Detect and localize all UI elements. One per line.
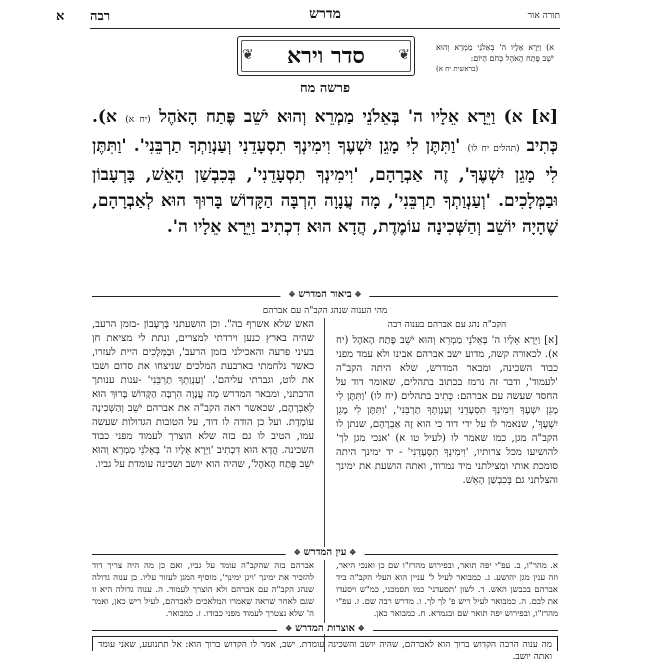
main-text-ref-2: (תהלים יח לו)	[467, 144, 520, 154]
scroll-ornament-icon: ❦	[242, 47, 254, 63]
column-text: [א] וַיֵּרָא אֵלָיו ה' בְּאֵלֹנֵי מַמְרֵא וְהוּא יֹשֵׁב פֶּתַח הָאֹהֶל (יח א). לכאורה קשה, מדוע ישב אברהם אבינו ולא עמד מפני כבוד השכינה, ומבאר המדרש, שלא היתה הקב"ה 'לעמוד', ודבר זה נרמז בכתוב בתהלים, שאומר דוד על החסד שעשה עם אברהם: כְּתִיב בתהלים (יח לו) 'וַתִּתֶּן לִי מָגֵן יִשְׁעֶךָ וִימִינְךָ תִסְעָדֵנִי וְעַנְוַתְךָ תַרְבֵּנִי', 'וַתִּתֶּן לִי מָגֵן יִשְׁעֶךָ', שנאמר לו על ידי דוד כי הוא זֶה אַבְרָהָם, שנתן לו הקב"ה מגן, כמו שאמר לו (לעיל טו א) 'אנכי מגן לך' להושיעו מכל צרותיו, 'וִימִינְךָ תִסְעָדֵנִי' - יד ימינך היתה סומכת אותי ומצילתני מיד נמרוד, ואתה הושעת את ימינך והצלתני גם בְּכִבְשַׁן הָאֵשׁ.	[336, 335, 558, 486]
otzar-text: מה ענוה הרבה הקדוש ברוך הוא לאברהם, שהיה יושב והשכינה עומדת. ישב, אמר לו הקדוש ברוך הוא: אל תתנועע, שאני עומד ואתה יושב.	[98, 640, 552, 662]
otzar-header	[277, 623, 373, 634]
ein-notes-right: א. מהר"ו, ב. עפ"י יפה תואר, ובפירוש מהרז"ו שם כן ואנכי היאר, וזה ענין מגן יהושע. ג. כמבואר לעיל ל' עניין הוא העלי הקב"ה ביד אברהם בכבשן האש. ד. לשון 'תסעדני' כמו תסמכני, כמ"ש ויסעדו את לבם. ה. כמבואר לעיל ריש פ' לך לך. ו. מדרש רבה שם. ז. עפ"י מהרז"ו, ובפירוש יפה תואר שם ובגמרא. ח. כמבואר כאן.	[336, 561, 558, 619]
biur-column-right	[336, 318, 558, 558]
ein-notes-left: אברהם בזה שהקב"ה עומד על גביו, ואם כן מה היה צריך דוד להזכיר את ימינך 'ויגן ימינך', מוסיף המגן לעזור עליו. כן ענוה גדולה שנהג הקב"ה עם אברהם ולא הוצרך לעמוד. ה. ענוה גדולה היא זו שגם לאחר שראה שאמרו המלאכים לאברהם, לעיל ריש כאן, ואמר ה' שלא נצטרך לעמוד מפני כבודו. ז. כמבואר.	[92, 561, 314, 619]
ornament-icon: ❖	[293, 547, 304, 557]
ornament-icon: ❖	[288, 289, 299, 299]
ornament-icon: ❖	[346, 547, 357, 557]
biur-header	[280, 289, 369, 300]
main-text-body: א). כְּתִיב	[92, 107, 558, 156]
ornament-icon: ❖	[354, 623, 365, 633]
running-head	[56, 6, 560, 29]
ornament-icon: ❖	[351, 289, 362, 299]
ein-header-label: עין המדרש	[303, 547, 347, 558]
running-head-center: מדרש	[309, 6, 341, 22]
running-head-left: רבה	[90, 9, 111, 24]
side-note-text: א) וַיֵּרָא אֵלָיו ה' בְּאֵלֹנֵי מַמְרֵא וְהוּא יֹשֵׁב פֶּתַח הָאֹהֶל כְּחֹם הַיּוֹם:	[436, 43, 554, 63]
column-divider	[324, 318, 325, 550]
otzar-header-bar	[92, 624, 558, 636]
scroll-ornament-icon: ❦	[398, 47, 410, 63]
biur-header-label: ביאור המדרש	[298, 289, 352, 300]
page-letter: א	[56, 9, 65, 24]
parasha-title: פרשה מח	[299, 81, 351, 96]
column-text: האש שלא אשרף בה". וכן הושעתני בָּרְעָבוֹן -בזמן הרעב, שהיה בארץ כנען וירדתי למצרים, ונתת לי מציאת חן בעיני פרעה והאכילני בזמן הרעב', וּבַמְּלָכִים היית לעזרו, כאשר נלחמתי בארבעת המלכים שניצחו את סדום ושבו את לוט, וגברתי עליהם'. 'וְעַנְוַתְךָ תַרְבֵּנִי' -ענות ענותך הרבתני, ומבאר המדרש מָה עֲנָוָה הִרְבָּה הַקָּדוֹשׁ בָּרוּךְ הוּא לְאַבְרָהָם, שכאשר ראה הקב"ה את אברהם יֹשֵׁב וְהַשְּׁכִינָה עוֹמֶדֶת. ועל כן הודה לו דוד, על הטובות הגדולות שעשה עמו, הטיב לו גם בזה שלא הוצרך לעמוד מפני כבוד השכינה. הֲדָא הוּא דִכְתִיב 'וַיֵּרָא אֵלָיו ה' בְּאֵלֹנֵי מַמְרֵא וְהוּא יֹשֵׁב פֶּתַח הָאֹהֶל', שהיה הוא יושב ושכינה עומדת על גביו.	[92, 319, 314, 470]
main-text-lead: [א] א) וַיֵּרָא אֵלָיו ה' בְּאֵלֹנֵי מַמְרֵא וְהוּא יֹשֵׁב פֶּתַח הָאֹהֶל	[159, 107, 559, 127]
biur-column-left	[92, 318, 314, 558]
otzar-header-label: אוצרות המדרש	[295, 623, 355, 634]
main-text-continuation: 'וַתִּתֶּן לִי מָגֵן יִשְׁעֶךָ וִימִינְךָ תִסְעָדֵנִי וְעַנְוַתְךָ תַרְבֵּנִי'. 'וַתִּתֶּן לִי מָגֵן יִשְׁעֶךָ', זֶה אַבְרָהָם, 'וִימִינְךָ תִסְעָדֵנִי', בְּכִבְשַׁן הָאֵשׁ, בָּרְעָבוֹן וּבַמְּלָכִים. 'וְעַנְוַתְךָ תַרְבֵּנִי', מָה עֲנָוָה הִרְבָּה הַקָּדוֹשׁ בָּרוּךְ הוּא לְאַבְרָהָם, שֶׁהָיָה יוֹשֵׁב וְהַשְּׁכִינָה עוֹמֶדֶת, הֲדָא הוּא דִכְתִיב וַיֵּרָא אֵלָיו ה'.	[92, 136, 558, 237]
seder-title-frame	[237, 36, 415, 76]
main-midrash-text	[92, 104, 558, 240]
biur-header-bar	[92, 290, 558, 302]
column-heading: הקב"ה נהג עם אברהם בענוה רבה	[387, 320, 507, 330]
running-head-right: תורה אור	[527, 11, 560, 21]
ein-header-bar	[92, 548, 558, 560]
side-note-ref: (בראשית יח א)	[436, 65, 479, 73]
biur-subtitle: מהי הענוה שנהג הקב"ה עם אברהם	[262, 306, 388, 316]
ein-header	[286, 547, 365, 558]
seder-title: סדר וירא	[287, 43, 365, 69]
main-text-ref-1: (יח א)	[125, 115, 151, 125]
ornament-icon: ❖	[285, 623, 296, 633]
verse-side-note	[436, 42, 554, 75]
